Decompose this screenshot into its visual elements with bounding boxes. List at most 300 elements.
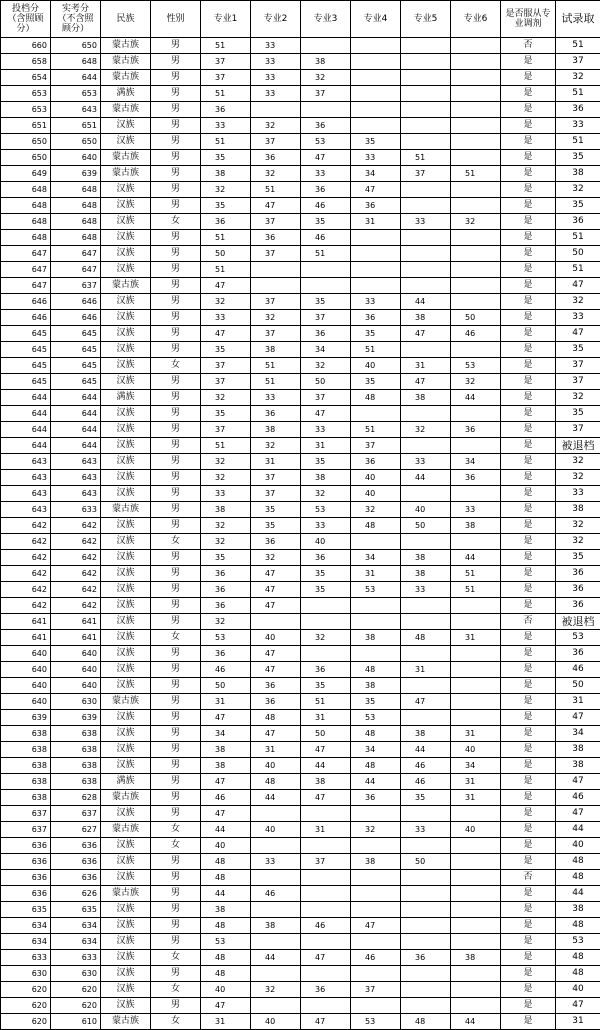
- table-cell: 男: [151, 566, 201, 582]
- table-cell: 639: [51, 166, 101, 182]
- table-cell: 31: [351, 214, 401, 230]
- table-row: [1, 102, 600, 118]
- table-cell: 40: [451, 742, 501, 758]
- header-cell: 专业2: [251, 1, 301, 38]
- table-cell: 44: [556, 886, 600, 902]
- table-cell: 643: [1, 502, 51, 518]
- table-cell: 33: [301, 422, 351, 438]
- table-cell: 637: [51, 278, 101, 294]
- table-cell: 37: [301, 390, 351, 406]
- table-cell: 37: [201, 374, 251, 390]
- table-cell: 40: [301, 534, 351, 550]
- table-cell: 汉族: [101, 710, 151, 726]
- table-cell: 38: [201, 742, 251, 758]
- table-cell: 46: [301, 230, 351, 246]
- table-cell: 是: [501, 918, 556, 934]
- table-cell: [451, 902, 501, 918]
- table-cell: 47: [251, 598, 301, 614]
- table-cell: 47: [351, 182, 401, 198]
- table-cell: [451, 198, 501, 214]
- table-cell: 汉族: [101, 982, 151, 998]
- table-cell: [451, 342, 501, 358]
- table-cell: 是: [501, 310, 556, 326]
- table-cell: 38: [401, 310, 451, 326]
- table-cell: 是: [501, 854, 556, 870]
- table-cell: [351, 278, 401, 294]
- table-cell: [351, 262, 401, 278]
- table-cell: 32: [201, 182, 251, 198]
- table-cell: [451, 918, 501, 934]
- table-cell: [401, 198, 451, 214]
- table-cell: 32: [556, 294, 600, 310]
- table-cell: 汉族: [101, 214, 151, 230]
- table-cell: 33: [351, 150, 401, 166]
- table-cell: 643: [1, 486, 51, 502]
- table-cell: 47: [251, 566, 301, 582]
- table-cell: 47: [556, 326, 600, 342]
- table-cell: 36: [301, 550, 351, 566]
- table-cell: [451, 54, 501, 70]
- table-cell: 630: [51, 694, 101, 710]
- table-cell: 38: [201, 502, 251, 518]
- table-cell: 38: [351, 854, 401, 870]
- table-cell: [301, 102, 351, 118]
- table-row: [1, 982, 600, 998]
- table-cell: 650: [1, 150, 51, 166]
- table-cell: 36: [401, 950, 451, 966]
- table-cell: [451, 262, 501, 278]
- table-cell: 是: [501, 950, 556, 966]
- table-cell: 44: [401, 742, 451, 758]
- table-cell: 男: [151, 614, 201, 630]
- table-cell: 男: [151, 710, 201, 726]
- table-cell: [251, 278, 301, 294]
- table-row: [1, 902, 600, 918]
- table-cell: 47: [301, 1014, 351, 1030]
- table-cell: 32: [556, 70, 600, 86]
- table-cell: 是: [501, 278, 556, 294]
- table-cell: 33: [401, 582, 451, 598]
- table-cell: 50: [401, 518, 451, 534]
- table-cell: [451, 70, 501, 86]
- table-cell: 640: [51, 678, 101, 694]
- table-cell: 644: [51, 406, 101, 422]
- table-cell: 642: [1, 598, 51, 614]
- table-cell: 蒙古族: [101, 502, 151, 518]
- table-cell: 38: [251, 342, 301, 358]
- table-cell: 642: [51, 534, 101, 550]
- table-cell: 48: [351, 758, 401, 774]
- table-cell: 是: [501, 518, 556, 534]
- table-cell: 汉族: [101, 662, 151, 678]
- table-cell: 44: [451, 1014, 501, 1030]
- table-cell: 48: [556, 854, 600, 870]
- table-cell: 53: [556, 934, 600, 950]
- table-cell: [401, 246, 451, 262]
- table-cell: 51: [556, 262, 600, 278]
- table-cell: 32: [301, 70, 351, 86]
- table-cell: [351, 118, 401, 134]
- table-cell: [301, 278, 351, 294]
- table-cell: 33: [556, 118, 600, 134]
- table-cell: 是: [501, 502, 556, 518]
- table-cell: 637: [1, 806, 51, 822]
- table-cell: 34: [351, 166, 401, 182]
- table-cell: 660: [1, 38, 51, 54]
- table-row: [1, 278, 600, 294]
- table-cell: 40: [251, 822, 301, 838]
- table-row: [1, 310, 600, 326]
- table-cell: 44: [351, 774, 401, 790]
- table-cell: 37: [351, 438, 401, 454]
- table-cell: 35: [201, 550, 251, 566]
- table-cell: 47: [556, 998, 600, 1014]
- table-cell: 汉族: [101, 326, 151, 342]
- table-cell: 蒙古族: [101, 790, 151, 806]
- table-cell: 32: [401, 422, 451, 438]
- table-cell: 647: [51, 246, 101, 262]
- table-cell: 50: [451, 310, 501, 326]
- table-cell: 男: [151, 726, 201, 742]
- table-cell: 44: [451, 550, 501, 566]
- table-cell: 48: [201, 870, 251, 886]
- table-row: [1, 406, 600, 422]
- table-cell: 643: [1, 470, 51, 486]
- table-cell: 48: [556, 870, 600, 886]
- table-cell: 38: [301, 470, 351, 486]
- table-cell: 32: [301, 486, 351, 502]
- table-row: [1, 550, 600, 566]
- table-cell: 31: [451, 790, 501, 806]
- table-cell: 男: [151, 150, 201, 166]
- table-cell: 男: [151, 118, 201, 134]
- table-cell: 31: [451, 630, 501, 646]
- table-cell: [301, 38, 351, 54]
- table-cell: 男: [151, 278, 201, 294]
- table-cell: 53: [351, 1014, 401, 1030]
- table-cell: 46: [556, 790, 600, 806]
- table-cell: 31: [401, 662, 451, 678]
- table-cell: 50: [301, 726, 351, 742]
- table-cell: 35: [201, 150, 251, 166]
- table-cell: [251, 806, 301, 822]
- table-cell: 33: [251, 70, 301, 86]
- table-cell: [401, 934, 451, 950]
- table-row: [1, 710, 600, 726]
- table-cell: [351, 246, 401, 262]
- table-cell: 汉族: [101, 854, 151, 870]
- table-cell: 男: [151, 518, 201, 534]
- table-cell: 35: [301, 454, 351, 470]
- table-cell: 35: [556, 198, 600, 214]
- table-cell: [451, 966, 501, 982]
- table-cell: 34: [556, 726, 600, 742]
- table-cell: 646: [1, 294, 51, 310]
- table-cell: 40: [401, 502, 451, 518]
- table-row: [1, 790, 600, 806]
- table-cell: 36: [251, 230, 301, 246]
- table-cell: 汉族: [101, 838, 151, 854]
- table-cell: 34: [451, 454, 501, 470]
- table-cell: 638: [1, 774, 51, 790]
- table-cell: 642: [1, 566, 51, 582]
- table-cell: 汉族: [101, 486, 151, 502]
- table-cell: 是: [501, 726, 556, 742]
- table-row: [1, 614, 600, 630]
- table-cell: [301, 886, 351, 902]
- table-cell: 汉族: [101, 918, 151, 934]
- table-cell: 53: [301, 134, 351, 150]
- table-cell: 51: [201, 86, 251, 102]
- table-cell: 汉族: [101, 614, 151, 630]
- table-cell: 男: [151, 454, 201, 470]
- table-cell: [251, 102, 301, 118]
- table-cell: [301, 966, 351, 982]
- table-cell: 644: [51, 70, 101, 86]
- table-cell: 是: [501, 534, 556, 550]
- table-row: [1, 870, 600, 886]
- table-cell: 645: [1, 374, 51, 390]
- table-cell: 641: [1, 614, 51, 630]
- table-cell: 男: [151, 342, 201, 358]
- table-cell: 男: [151, 310, 201, 326]
- table-row: [1, 918, 600, 934]
- table-cell: 蒙古族: [101, 54, 151, 70]
- table-cell: 男: [151, 134, 201, 150]
- table-row: [1, 326, 600, 342]
- table-cell: 51: [556, 38, 600, 54]
- table-cell: 34: [451, 758, 501, 774]
- table-cell: 37: [251, 214, 301, 230]
- table-cell: [451, 710, 501, 726]
- table-cell: 644: [51, 438, 101, 454]
- table-cell: 35: [351, 374, 401, 390]
- table-cell: [251, 902, 301, 918]
- table-cell: 46: [301, 918, 351, 934]
- table-cell: 626: [51, 886, 101, 902]
- table-cell: 47: [301, 150, 351, 166]
- table-cell: 634: [1, 934, 51, 950]
- table-cell: 40: [556, 838, 600, 854]
- table-cell: [451, 102, 501, 118]
- table-cell: 是: [501, 374, 556, 390]
- table-cell: 36: [556, 582, 600, 598]
- table-row: [1, 726, 600, 742]
- table-row: [1, 806, 600, 822]
- table-cell: 38: [201, 902, 251, 918]
- table-cell: 31: [556, 1014, 600, 1030]
- table-cell: 35: [401, 790, 451, 806]
- table-cell: 642: [1, 518, 51, 534]
- table-cell: 636: [51, 870, 101, 886]
- table-cell: 36: [201, 598, 251, 614]
- table-cell: [301, 614, 351, 630]
- table-cell: 37: [401, 166, 451, 182]
- table-row: [1, 566, 600, 582]
- table-cell: 46: [201, 662, 251, 678]
- table-cell: 32: [301, 630, 351, 646]
- table-cell: 36: [251, 694, 301, 710]
- table-cell: 35: [301, 582, 351, 598]
- table-row: [1, 838, 600, 854]
- table-cell: [251, 838, 301, 854]
- table-cell: 男: [151, 38, 201, 54]
- table-cell: 男: [151, 406, 201, 422]
- table-cell: 50: [556, 678, 600, 694]
- table-cell: 53: [201, 630, 251, 646]
- table-cell: 620: [1, 982, 51, 998]
- table-cell: 645: [51, 342, 101, 358]
- table-cell: 汉族: [101, 934, 151, 950]
- header-cell: 专业1: [201, 1, 251, 38]
- table-cell: 51: [201, 438, 251, 454]
- table-cell: 650: [51, 134, 101, 150]
- table-cell: [401, 614, 451, 630]
- table-cell: [351, 646, 401, 662]
- table-cell: 男: [151, 774, 201, 790]
- table-cell: 36: [251, 678, 301, 694]
- table-cell: 36: [251, 150, 301, 166]
- table-cell: 36: [201, 646, 251, 662]
- table-cell: 645: [1, 326, 51, 342]
- table-cell: 648: [1, 230, 51, 246]
- table-cell: 36: [556, 598, 600, 614]
- table-cell: 638: [51, 726, 101, 742]
- table-row: [1, 678, 600, 694]
- table-cell: 637: [1, 822, 51, 838]
- table-cell: [351, 70, 401, 86]
- table-cell: 36: [351, 198, 401, 214]
- header-cell: 性别: [151, 1, 201, 38]
- table-cell: 642: [51, 582, 101, 598]
- table-cell: 48: [556, 950, 600, 966]
- table-cell: 38: [351, 678, 401, 694]
- table-cell: 女: [151, 822, 201, 838]
- table-row: [1, 822, 600, 838]
- table-cell: 是: [501, 774, 556, 790]
- table-cell: 32: [251, 118, 301, 134]
- table-cell: 48: [351, 390, 401, 406]
- table-cell: 36: [556, 102, 600, 118]
- table-row: [1, 582, 600, 598]
- table-cell: 32: [556, 182, 600, 198]
- table-cell: 640: [51, 662, 101, 678]
- table-cell: 648: [1, 198, 51, 214]
- table-cell: 37: [251, 294, 301, 310]
- table-row: [1, 422, 600, 438]
- table-cell: [451, 598, 501, 614]
- table-cell: 47: [401, 694, 451, 710]
- table-cell: 47: [556, 806, 600, 822]
- table-cell: 47: [556, 774, 600, 790]
- table-cell: 35: [556, 550, 600, 566]
- table-cell: 47: [351, 918, 401, 934]
- table-cell: 642: [51, 518, 101, 534]
- table-cell: [401, 982, 451, 998]
- table-cell: [251, 998, 301, 1014]
- table-cell: 38: [556, 502, 600, 518]
- table-cell: [351, 806, 401, 822]
- table-row: [1, 294, 600, 310]
- table-cell: 36: [301, 662, 351, 678]
- table-cell: 645: [1, 358, 51, 374]
- table-cell: 648: [51, 198, 101, 214]
- table-cell: 是: [501, 646, 556, 662]
- table-cell: 女: [151, 358, 201, 374]
- table-row: [1, 694, 600, 710]
- table-cell: 否: [501, 870, 556, 886]
- table-cell: 汉族: [101, 726, 151, 742]
- table-cell: 638: [1, 726, 51, 742]
- table-cell: 汉族: [101, 422, 151, 438]
- header-cell: 实考分（不含照顾分）: [51, 1, 101, 38]
- table-cell: [451, 806, 501, 822]
- table-cell: 610: [51, 1014, 101, 1030]
- table-cell: [251, 870, 301, 886]
- table-cell: 48: [401, 1014, 451, 1030]
- table-cell: [401, 278, 451, 294]
- table-cell: 33: [251, 54, 301, 70]
- table-cell: 44: [451, 390, 501, 406]
- table-cell: 是: [501, 1014, 556, 1030]
- table-cell: 47: [251, 198, 301, 214]
- table-cell: 男: [151, 374, 201, 390]
- table-cell: [401, 710, 451, 726]
- header-cell: 投档分（含照顾分）: [1, 1, 51, 38]
- table-cell: 639: [1, 710, 51, 726]
- table-cell: 女: [151, 982, 201, 998]
- table-row: [1, 630, 600, 646]
- table-cell: 32: [351, 502, 401, 518]
- table-cell: 642: [1, 550, 51, 566]
- table-cell: 是: [501, 214, 556, 230]
- table-cell: 648: [51, 230, 101, 246]
- table-cell: 33: [556, 310, 600, 326]
- table-cell: 633: [1, 950, 51, 966]
- table-cell: 640: [1, 646, 51, 662]
- table-cell: 46: [556, 662, 600, 678]
- table-cell: [451, 854, 501, 870]
- table-cell: 38: [401, 566, 451, 582]
- table-cell: 50: [201, 246, 251, 262]
- table-cell: 蒙古族: [101, 166, 151, 182]
- table-cell: 639: [51, 710, 101, 726]
- table-cell: 是: [501, 438, 556, 454]
- header-cell: 民族: [101, 1, 151, 38]
- table-cell: 40: [201, 838, 251, 854]
- table-cell: 33: [251, 86, 301, 102]
- table-row: [1, 886, 600, 902]
- table-cell: 48: [401, 630, 451, 646]
- table-cell: 36: [451, 470, 501, 486]
- table-cell: 汉族: [101, 358, 151, 374]
- table-cell: 35: [251, 518, 301, 534]
- table-cell: 38: [201, 758, 251, 774]
- table-cell: 32: [201, 470, 251, 486]
- table-cell: 645: [51, 374, 101, 390]
- table-cell: 633: [51, 502, 101, 518]
- table-cell: 37: [556, 422, 600, 438]
- table-cell: 44: [251, 950, 301, 966]
- table-cell: 51: [556, 134, 600, 150]
- table-cell: 是: [501, 694, 556, 710]
- table-cell: 是: [501, 390, 556, 406]
- table-cell: 630: [51, 966, 101, 982]
- table-cell: 644: [1, 438, 51, 454]
- table-cell: 37: [251, 326, 301, 342]
- table-cell: 36: [351, 310, 401, 326]
- table-cell: 女: [151, 950, 201, 966]
